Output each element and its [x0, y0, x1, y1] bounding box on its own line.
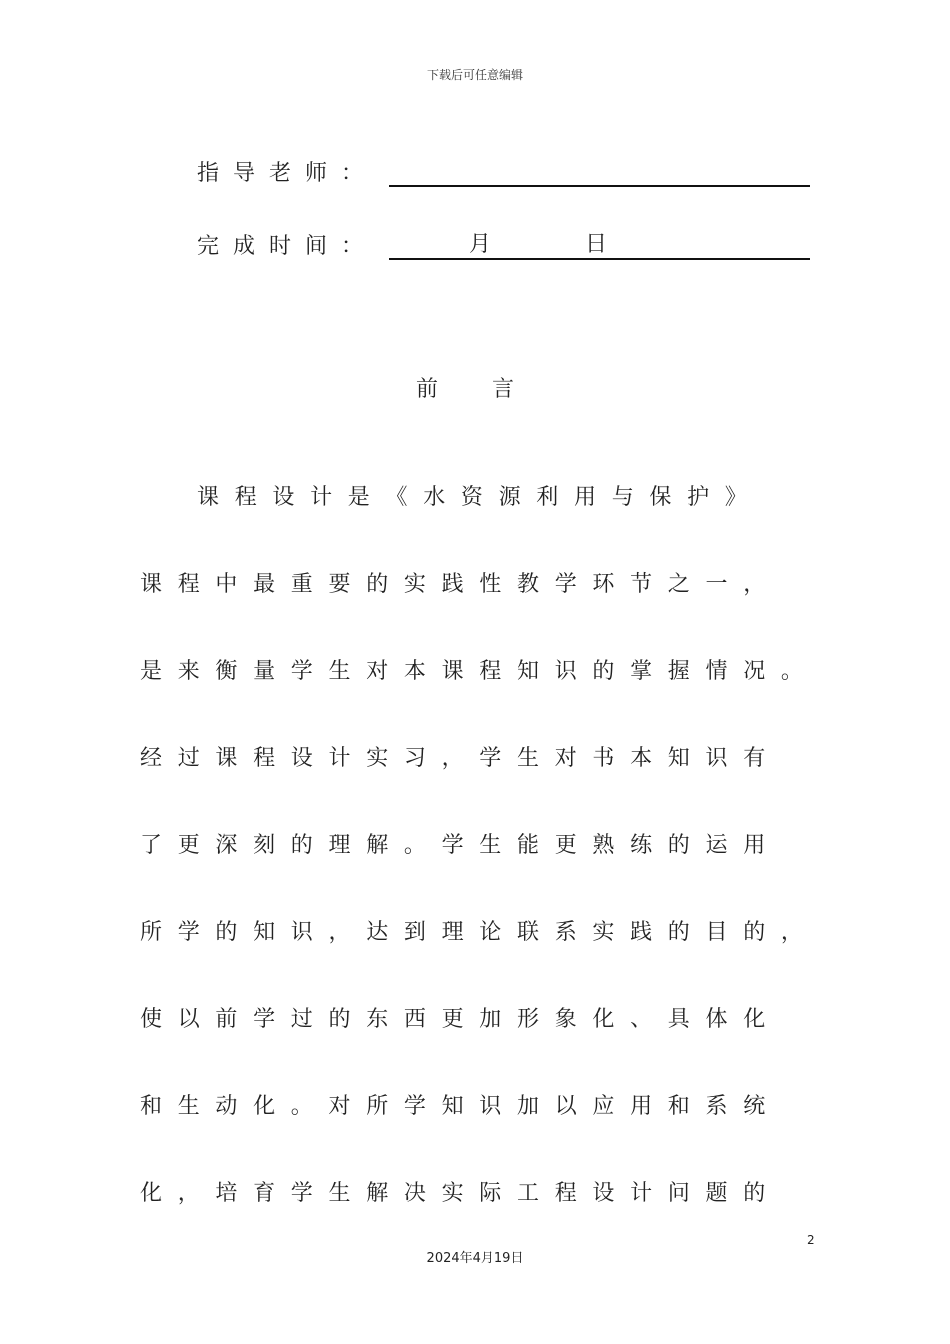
page-number: 2 [807, 1233, 815, 1247]
paragraph-line: 课程设计是《水资源利用与保护》 [197, 485, 763, 510]
completion-label: 完成时间： [197, 234, 378, 259]
paragraph-line: 使以前学过的东西更加形象化、具体化 [140, 1007, 781, 1032]
paragraph-line: 是来衡量学生对本课程知识的掌握情况。 [140, 659, 819, 684]
paragraph-line: 了更深刻的理解。学生能更熟练的运用 [140, 833, 781, 858]
completion-blank-line [389, 228, 810, 260]
paragraph-line: 所学的知识，达到理论联系实践的目的， [140, 920, 819, 945]
section-title: 前言 [416, 377, 569, 402]
footer-date: 2024年4月19日 [426, 1251, 524, 1266]
advisor-row [197, 153, 387, 187]
paragraph-line: 课程中最重要的实践性教学环节之一， [140, 572, 781, 597]
day-char: 日 [585, 232, 608, 257]
month-char: 月 [469, 232, 492, 257]
advisor-label: 指导老师： [197, 161, 378, 186]
page-header: 下载后可任意编辑 [426, 68, 523, 82]
advisor-blank-line [389, 155, 810, 187]
paragraph-line: 化，培育学生解决实际工程设计问题的 [140, 1181, 781, 1206]
paragraph-line: 和生动化。对所学知识加以应用和系统 [140, 1094, 781, 1119]
completion-row [197, 226, 608, 260]
paragraph-line: 经过课程设计实习，学生对书本知识有 [140, 746, 781, 771]
